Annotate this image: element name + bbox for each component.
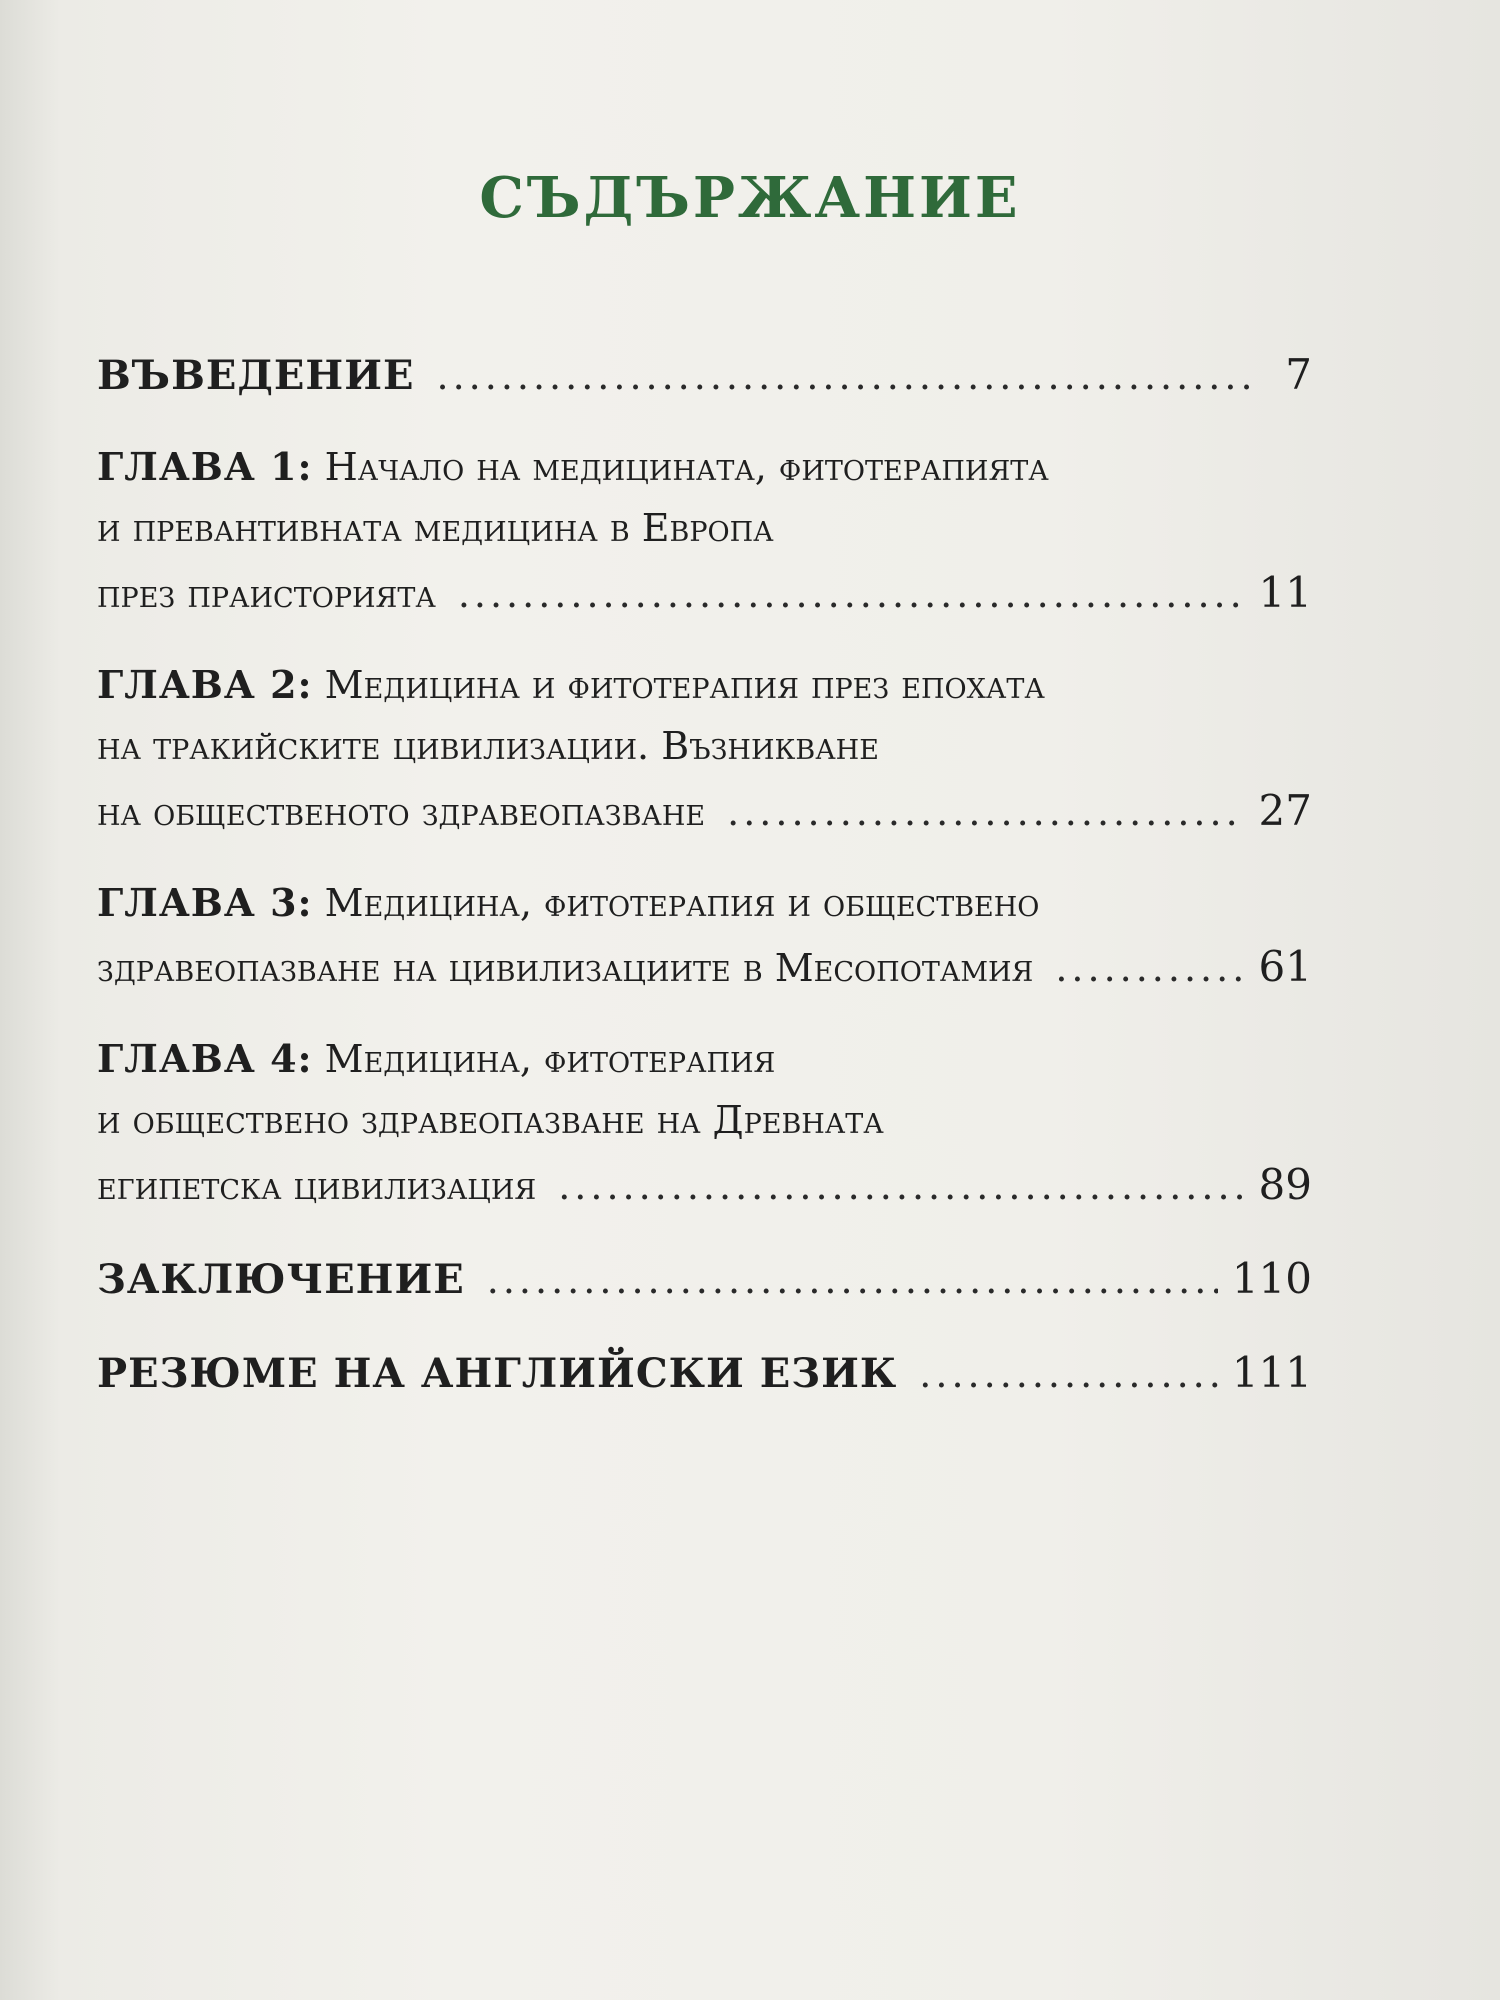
toc-entry-conclusion[interactable] xyxy=(97,1254,1312,1316)
dot-leader xyxy=(727,790,1244,834)
page-number: 110 xyxy=(1231,1254,1312,1303)
chapter-title-line: през праисторията xyxy=(97,572,436,616)
page-number: 11 xyxy=(1258,568,1312,617)
page-title: СЪДЪРЖАНИЕ xyxy=(479,165,1021,231)
dot-leader xyxy=(487,1258,1218,1302)
toc-line xyxy=(97,880,1312,942)
chapter-label: ГЛАВА 1: xyxy=(97,444,313,489)
toc-line xyxy=(97,506,1312,568)
toc-line xyxy=(97,1348,1312,1410)
chapter-title-line: на общественото здравеопазване xyxy=(97,790,706,834)
toc-line xyxy=(97,662,1312,724)
toc-entry-introduction[interactable] xyxy=(97,350,1312,412)
page-number: 7 xyxy=(1285,350,1312,399)
entry-heading: РЕЗЮМЕ НА АНГЛИЙСКИ ЕЗИК xyxy=(97,1350,898,1397)
toc-entry-chapter-4[interactable] xyxy=(97,1036,1312,1222)
chapter-title-line: и обществено здравеопазване на Древната xyxy=(97,1098,884,1142)
toc-line xyxy=(97,786,1312,848)
toc-entry-chapter-2[interactable] xyxy=(97,662,1312,848)
entry-heading: ЗАКЛЮЧЕНИЕ xyxy=(97,1256,465,1303)
chapter-title-line: и превантивната медицина в Европа xyxy=(97,506,774,550)
toc-line xyxy=(97,350,1312,412)
chapter-title-line: на тракийските цивилизации. Възникване xyxy=(97,724,879,768)
page-number: 111 xyxy=(1231,1348,1312,1397)
dot-leader xyxy=(558,1164,1244,1208)
dot-leader xyxy=(437,354,1259,398)
chapter-label: ГЛАВА 4: xyxy=(97,1036,313,1081)
toc-line xyxy=(97,568,1312,630)
dot-leader xyxy=(919,1352,1218,1396)
page-number: 27 xyxy=(1258,786,1312,835)
toc-line xyxy=(97,1160,1312,1222)
table-of-contents xyxy=(97,350,1312,1442)
toc-line xyxy=(97,1098,1312,1160)
toc-entry-chapter-1[interactable] xyxy=(97,444,1312,630)
chapter-title-line: Медицина, фитотерапия xyxy=(324,1037,776,1081)
chapter-title-line: Медицина и фитотерапия през епохата xyxy=(324,663,1045,707)
toc-entry-chapter-3[interactable] xyxy=(97,880,1312,1004)
toc-line xyxy=(97,1036,1312,1098)
dot-leader xyxy=(458,572,1245,616)
toc-line xyxy=(97,444,1312,506)
chapter-title-line: Начало на медицината, фитотерапията xyxy=(324,445,1049,489)
toc-line xyxy=(97,1254,1312,1316)
page-number: 61 xyxy=(1258,942,1312,991)
toc-entry-english-summary[interactable] xyxy=(97,1348,1312,1410)
dot-leader xyxy=(1055,946,1244,990)
chapter-title-line: Медицина, фитотерапия и обществено xyxy=(324,881,1040,925)
chapter-label: ГЛАВА 3: xyxy=(97,880,313,925)
toc-line xyxy=(97,724,1312,786)
toc-line xyxy=(97,942,1312,1004)
chapter-title-line: египетска цивилизация xyxy=(97,1164,537,1208)
entry-heading: ВЪВЕДЕНИЕ xyxy=(97,352,415,399)
page-number: 89 xyxy=(1258,1160,1312,1209)
chapter-label: ГЛАВА 2: xyxy=(97,662,313,707)
chapter-title-line: здравеопазване на цивилизациите в Месопотамия xyxy=(97,946,1034,990)
